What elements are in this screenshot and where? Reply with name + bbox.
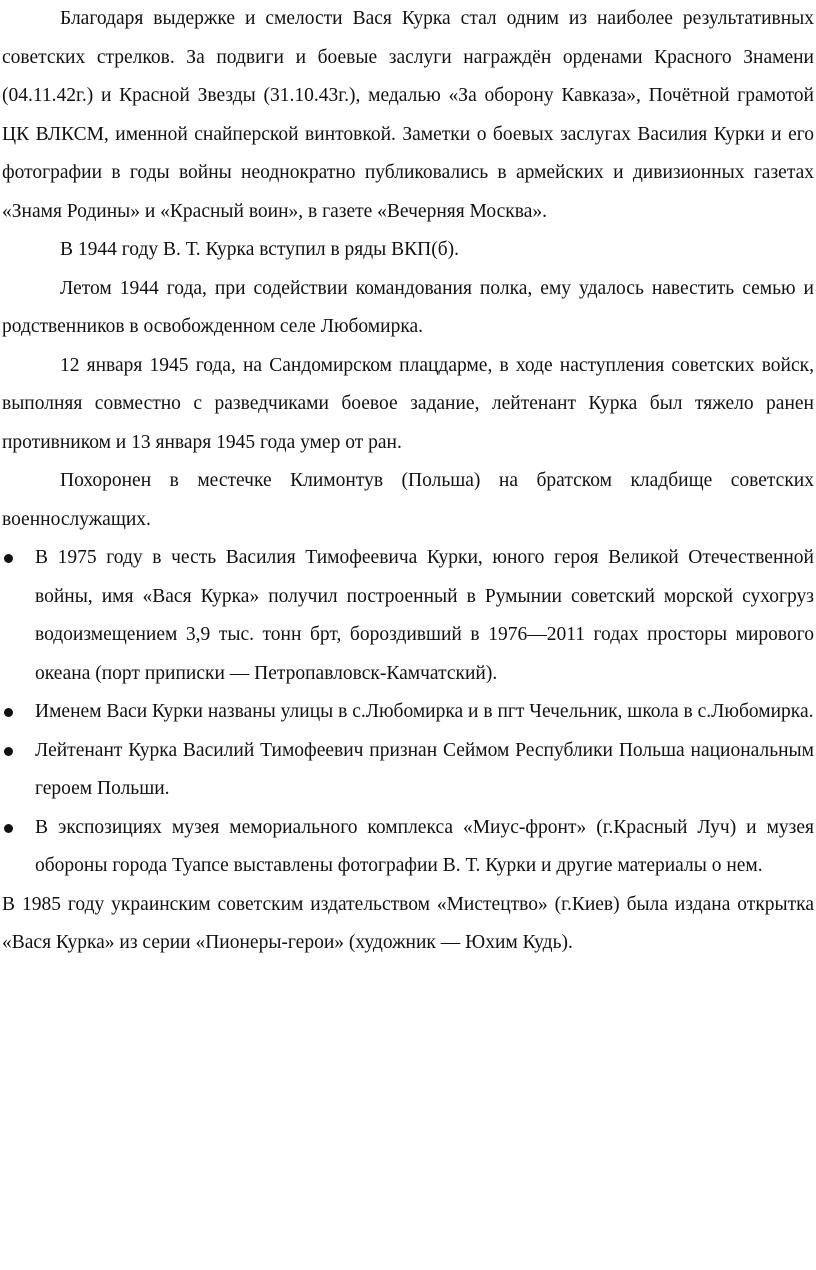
bullet-icon [4,747,13,756]
list-item-text: В экспозициях музея мемориального комплекса «Миус-фронт» (г.Красный Луч) и музея обороны города Туапсе выставлены фотографии В. Т. Курки и другие материалы о нем. [35,816,814,876]
list-item-text: Лейтенант Курка Василий Тимофеевич признан Сеймом Республики Польша национальным героем Польши. [35,739,814,799]
paragraph-awards: Благодаря выдержке и смелости Вася Курка стал одним из наиболее результативных советских стрелков. За подвиги и боевые заслуги награждён орденами Красного Знамени (04.11.42г.) и Красной Звезды (31.10.43г.), медалью «За оборону Кавказа», Почётной грамотой ЦК ВЛКСМ, именной снайперской винтовкой. Заметки о боевых заслугах Василия Курки и его фотографии в годы войны неоднократно публиковались в армейских и дивизионных газетах «Знамя Родины» и «Красный воин», в газете «Вечерняя Москва». [2,8,814,222]
memorial-list [2,539,814,886]
list-item-text: Именем Васи Курки названы улицы в с.Любомирка и в пгт Чечельник, школа в с.Любомирка. [35,701,814,722]
paragraph-burial: Похоронен в местечке Климонтув (Польша) на братском кладбище советских военнослужащих. [2,470,814,530]
bullet-icon [4,708,13,717]
list-item-text: В 1975 году в честь Василия Тимофеевича Курки, юного героя Великой Отечественной войны, имя «Вася Курка» получил построенный в Румынии советский морской сухогруз водоизмещением 3,9 тыс. тонн брт, бороздивший в 1976—2011 годах просторы мирового океана (порт приписки — Петропавловск-Камчатский). [35,547,814,684]
paragraph-family-visit: Летом 1944 года, при содействии командования полка, ему удалось навестить семью и родственников в освобожденном селе Любомирка. [2,277,814,337]
bullet-icon [4,554,13,563]
paragraph-postcard: В 1985 году украинским советским издательством «Мистецтво» (г.Киев) была издана открытка «Вася Курка» из серии «Пионеры-герои» (художник — Юхим Кудь). [2,893,814,953]
list-item [2,539,814,693]
paragraph-party-membership: В 1944 году В. Т. Курка вступил в ряды ВКП(б). [60,239,460,260]
list-item [2,732,814,809]
paragraph-wounded: 12 января 1945 года, на Сандомирском плацдарме, в ходе наступления советских войск, выполняя совместно с разведчиками боевое задание, лейтенант Курка был тяжело ранен противником и 13 января 1945 года умер от ран. [2,354,814,453]
bullet-icon [4,824,13,833]
list-item [2,809,814,886]
list-item [2,693,814,732]
